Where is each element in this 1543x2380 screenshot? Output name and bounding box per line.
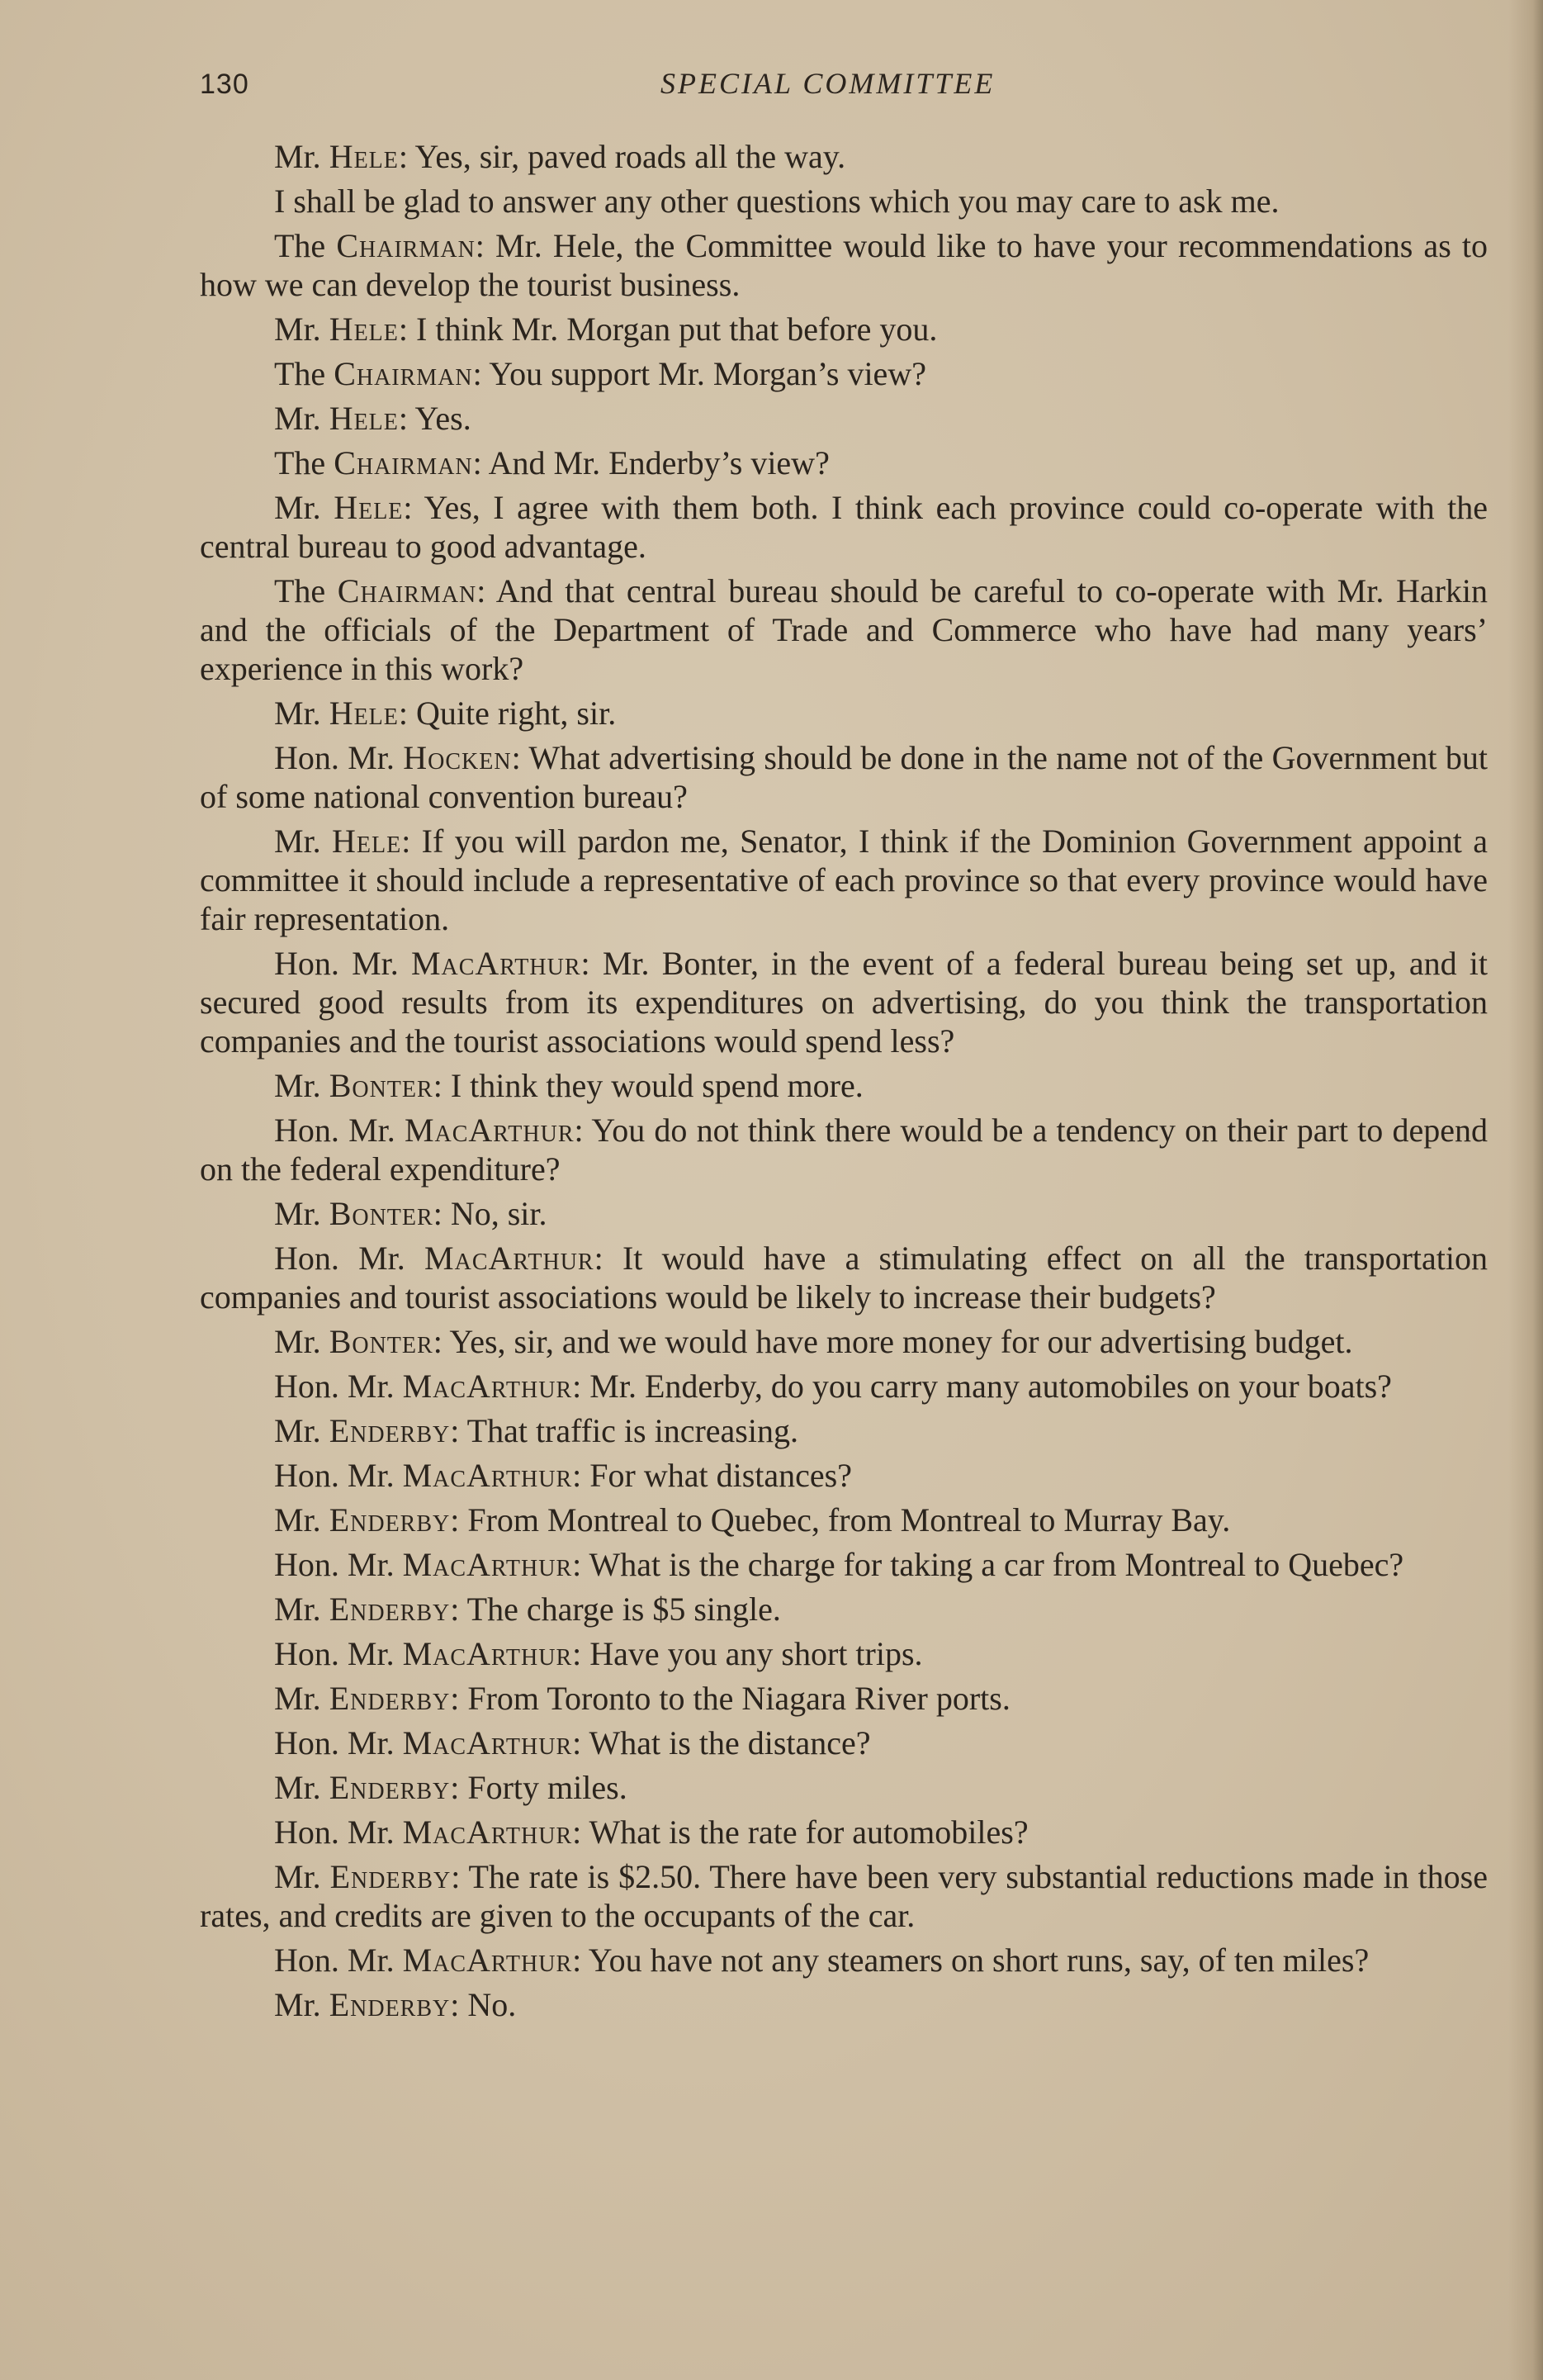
paragraph-text: : Yes, sir, paved roads all the way. xyxy=(398,138,846,175)
transcript-paragraph xyxy=(200,443,1488,482)
speaker-name: Hele xyxy=(329,695,399,732)
speaker-name: MacArthur xyxy=(410,945,581,982)
paragraph-text: : I think Mr. Morgan put that before you. xyxy=(398,311,938,348)
speaker-prefix: Mr. xyxy=(274,695,329,732)
transcript-paragraph xyxy=(200,738,1488,816)
transcript-paragraph xyxy=(200,1066,1488,1105)
speaker-name: Hele xyxy=(329,400,399,437)
speaker-name: Enderby xyxy=(329,1858,452,1895)
speaker-prefix: Mr. xyxy=(274,400,329,437)
paragraph-text: : If you will pardon me, Senator, I think if the Dominion Government appoint a committee it should include a representative of each province so that every province would have fair representation. xyxy=(200,823,1488,937)
speaker-prefix: Mr. xyxy=(274,1986,329,2023)
speaker-prefix: Hon. Mr. xyxy=(274,1368,403,1405)
paragraph-text: : Mr. Bonter, in the event of a federal bureau being set up, and it secured good results from its expenditures on advertising, do you think the transportation companies and the tourist associations would spend less? xyxy=(200,945,1489,1060)
transcript-paragraph xyxy=(200,1768,1488,1807)
speaker-name: Hocken xyxy=(403,739,512,776)
speaker-prefix: Mr. xyxy=(274,1412,329,1449)
paragraph-text: : Mr. Hele, the Committee would like to have your recommendations as to how we can develop the tourist business. xyxy=(200,227,1489,303)
transcript-paragraph xyxy=(200,1411,1488,1450)
paragraph-text: : And Mr. Enderby’s view? xyxy=(472,444,830,481)
speaker-prefix: Hon. Mr. xyxy=(274,739,404,776)
transcript-paragraph xyxy=(200,226,1488,304)
speaker-name: MacArthur xyxy=(402,1546,573,1583)
paragraph-text: : Yes, I agree with them both. I think each province could co-operate with the central bureau to good advantage. xyxy=(200,489,1488,565)
paragraph-text: : Mr. Enderby, do you carry many automobiles on your boats? xyxy=(572,1368,1392,1405)
speaker-name: MacArthur xyxy=(402,1813,573,1851)
paragraph-text: : What advertising should be done in the name not of the Government but of some national convention bureau? xyxy=(200,739,1488,815)
transcript-paragraph xyxy=(200,1941,1488,1979)
speaker-name: MacArthur xyxy=(424,1240,594,1277)
speaker-prefix: The xyxy=(274,355,334,392)
speaker-prefix: Hon. Mr. xyxy=(274,1635,403,1672)
transcript-paragraph xyxy=(200,1545,1488,1584)
speaker-prefix: Hon. Mr. xyxy=(274,945,411,982)
speaker-name: Enderby xyxy=(329,1412,451,1449)
speaker-name: MacArthur xyxy=(402,1941,573,1979)
transcript-paragraph xyxy=(200,1590,1488,1629)
speaker-prefix: Mr. xyxy=(274,311,329,348)
speaker-prefix: Hon. Mr. xyxy=(274,1240,425,1277)
speaker-prefix: Hon. Mr. xyxy=(274,1546,403,1583)
paragraph-text: : Forty miles. xyxy=(450,1769,627,1806)
speaker-name: MacArthur xyxy=(402,1724,573,1761)
speaker-prefix: The xyxy=(274,572,338,609)
paragraph-text: I shall be glad to answer any other questions which you may care to ask me. xyxy=(274,183,1280,220)
transcript-paragraph xyxy=(200,1456,1488,1495)
transcript-paragraph xyxy=(200,354,1488,393)
transcript-paragraph xyxy=(200,182,1488,220)
speaker-name: MacArthur xyxy=(402,1368,573,1405)
speaker-prefix: Mr. xyxy=(274,1858,330,1895)
speaker-name: MacArthur xyxy=(402,1635,573,1672)
paragraph-text: : No. xyxy=(450,1986,517,2023)
speaker-prefix: Mr. xyxy=(274,138,329,175)
paragraph-text: : And that central bureau should be careful to co-operate with Mr. Harkin and the officials of the Department of Trade and Commerce who have had many years’ experience in this work? xyxy=(200,572,1489,687)
speaker-name: Bonter xyxy=(329,1067,433,1104)
transcript-paragraph xyxy=(200,1239,1488,1316)
speaker-prefix: Hon. Mr. xyxy=(274,1457,403,1494)
speaker-name: Hele xyxy=(332,823,402,860)
transcript-paragraph xyxy=(200,1501,1488,1539)
transcript-paragraph xyxy=(200,1985,1488,2024)
paragraph-text: : You do not think there would be a tendency on their part to depend on the federal expenditure? xyxy=(200,1112,1488,1188)
speaker-prefix: Hon. Mr. xyxy=(274,1112,405,1149)
speaker-name: Enderby xyxy=(329,1769,451,1806)
paragraph-text: : You have not any steamers on short runs, say, of ten miles? xyxy=(572,1941,1370,1979)
speaker-prefix: Mr. xyxy=(274,489,334,526)
speaker-name: Bonter xyxy=(329,1323,433,1360)
paragraph-text: : The rate is $2.50. There have been very substantial reductions made in those rates, and credits are given to the occupants of the car. xyxy=(200,1858,1488,1934)
speaker-prefix: Mr. xyxy=(274,1195,329,1232)
speaker-name: Hele xyxy=(334,489,404,526)
transcript-paragraph xyxy=(200,694,1488,732)
speaker-name: Hele xyxy=(329,311,399,348)
paragraph-text: : From Toronto to the Niagara River ports. xyxy=(450,1680,1011,1717)
page-number: 130 xyxy=(200,69,249,100)
paragraph-text: : Quite right, sir. xyxy=(398,695,617,732)
speaker-prefix: Mr. xyxy=(274,1769,329,1806)
speaker-prefix: Hon. Mr. xyxy=(274,1724,403,1761)
speaker-name: Chairman xyxy=(334,355,473,392)
paragraph-text: : Yes, sir, and we would have more money for our advertising budget. xyxy=(433,1323,1353,1360)
speaker-name: Enderby xyxy=(329,1680,451,1717)
paragraph-text: : That traffic is increasing. xyxy=(450,1412,798,1449)
speaker-prefix: Mr. xyxy=(274,1067,329,1104)
speaker-prefix: Mr. xyxy=(274,1501,329,1538)
transcript-paragraph xyxy=(200,1813,1488,1851)
transcript-paragraph xyxy=(200,310,1488,348)
transcript-body xyxy=(200,137,1488,2030)
transcript-paragraph xyxy=(200,399,1488,438)
transcript-paragraph xyxy=(200,1322,1488,1361)
transcript-paragraph xyxy=(200,822,1488,938)
paragraph-text: : Have you any short trips. xyxy=(572,1635,923,1672)
speaker-prefix: The xyxy=(274,444,334,481)
paragraph-text: : What is the rate for automobiles? xyxy=(572,1813,1029,1851)
speaker-prefix: Mr. xyxy=(274,1323,329,1360)
paragraph-text: : What is the charge for taking a car from Montreal to Quebec? xyxy=(572,1546,1404,1583)
transcript-paragraph xyxy=(200,488,1488,566)
speaker-name: Chairman xyxy=(334,444,473,481)
paragraph-text: : It would have a stimulating effect on all the transportation companies and tourist associations would be likely to increase their budgets? xyxy=(200,1240,1488,1316)
speaker-name: Hele xyxy=(329,138,399,175)
speaker-name: Enderby xyxy=(329,1591,451,1628)
speaker-prefix: Mr. xyxy=(274,1680,329,1717)
speaker-name: Chairman xyxy=(336,227,476,264)
paragraph-text: : No, sir. xyxy=(433,1195,547,1232)
paragraph-text: : You support Mr. Morgan’s view? xyxy=(472,355,926,392)
speaker-name: Chairman xyxy=(337,572,477,609)
paragraph-text: : From Montreal to Quebec, from Montreal to Murray Bay. xyxy=(450,1501,1231,1538)
transcript-paragraph xyxy=(200,1634,1488,1673)
paragraph-text: : For what distances? xyxy=(572,1457,852,1494)
transcript-paragraph xyxy=(200,944,1488,1060)
paragraph-text: : Yes. xyxy=(398,400,471,437)
running-title: SPECIAL COMMITTEE xyxy=(660,67,996,100)
page-edge-shadow xyxy=(1508,0,1543,2380)
transcript-paragraph xyxy=(200,1194,1488,1233)
speaker-name: Enderby xyxy=(329,1501,451,1538)
speaker-prefix: The xyxy=(274,227,337,264)
speaker-name: Enderby xyxy=(329,1986,451,2023)
speaker-prefix: Hon. Mr. xyxy=(274,1813,403,1851)
transcript-paragraph xyxy=(200,1111,1488,1188)
transcript-paragraph xyxy=(200,1857,1488,1935)
transcript-paragraph xyxy=(200,571,1488,688)
speaker-prefix: Hon. Mr. xyxy=(274,1941,403,1979)
paragraph-text: : I think they would spend more. xyxy=(433,1067,864,1104)
paragraph-text: : What is the distance? xyxy=(572,1724,871,1761)
paragraph-text: : The charge is $5 single. xyxy=(450,1591,781,1628)
speaker-prefix: Mr. xyxy=(274,823,333,860)
transcript-paragraph xyxy=(200,1679,1488,1718)
transcript-paragraph xyxy=(200,1723,1488,1762)
speaker-prefix: Mr. xyxy=(274,1591,329,1628)
speaker-name: MacArthur xyxy=(404,1112,575,1149)
speaker-name: MacArthur xyxy=(402,1457,573,1494)
speaker-name: Bonter xyxy=(329,1195,433,1232)
transcript-paragraph xyxy=(200,137,1488,176)
transcript-paragraph xyxy=(200,1367,1488,1406)
